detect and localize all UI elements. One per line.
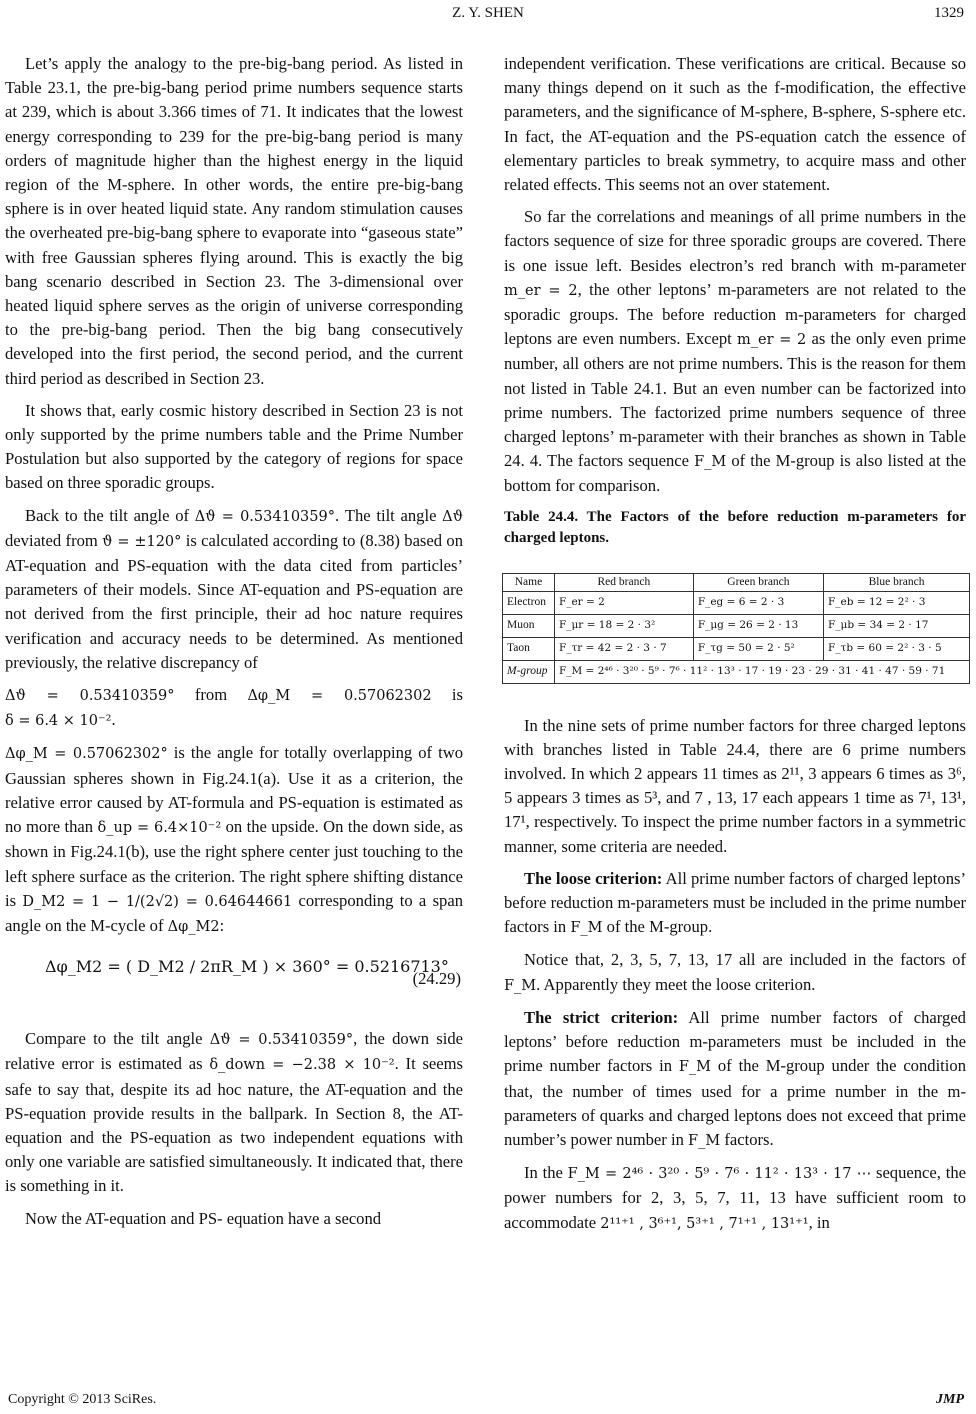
- math-inline: F_M: [678, 1059, 712, 1076]
- criterion-heading: The strict criterion:: [524, 1007, 679, 1027]
- paragraph: independent verification. These verifications are critical. Because so many things depend on it such as the f-modification, the effective parameters, and the significance of M-sphere, B-sphere, S-sphere etc. In fact, the AT-equation and the PS-equation catch the essence of elementary particles to break symmetry, to acquire mass and other related effects. This seems not an over statement.: [504, 54, 966, 195]
- math-inline: ϑ = ±120°: [102, 533, 182, 550]
- paragraph: Let’s apply the analogy to the pre-big-bang period. As listed in Table 23.1, the pre-big-bang period prime numbers sequence starts at 239, which is about 3.366 times of 71. It indicates that the lowest energy corresponding to 239 for the pre-big-bang period is many orders of magnitude higher than the highest energy in the liquid region of the M-sphere. In other words, the entire pre-big-bang sphere is in over heated liquid state. Any random stimulation causes the overheated pre-big-bang sphere to evaporate into “gaseous state” with free Gaussian spheres flying around. This is exactly the big bang scenario described in Section 23. The 3-dimensional over heated liquid sphere serves as the origin of universe corresponding to the pre-big-bang period. Then the big bang consecutively developed into the first period, the second period, and the current third period as described in Section 23.: [5, 54, 463, 388]
- math-inline: D_M2 = 1 − 1/(2√2) = 0.64644661: [22, 893, 293, 910]
- table-cell: F_τb = 60 = 2² · 3 · 5: [824, 637, 970, 660]
- text-run: . It seems safe to say that, despite its ad hoc nature, the AT-equation and the PS-equation provide results in the ballpark. In Section 8, the AT-equation and the PS-equation as two independent equations with only one variable are satisfied simultaneously. It indicated that, there is something in it.: [5, 1054, 463, 1196]
- factors-table: [502, 573, 970, 684]
- table-row: [503, 660, 970, 683]
- text-run: So far the correlations and meanings of all prime numbers in the factors sequence of size for three sporadic groups are covered. There is one issue left. Besides electron’s red branch with m-parameter: [504, 207, 966, 275]
- text-run: Back to the tilt angle of: [25, 505, 195, 525]
- column-header: Red branch: [554, 573, 693, 591]
- left-column: [5, 52, 463, 1239]
- math-inline: F_M: [504, 977, 537, 994]
- column-header: Name: [503, 573, 555, 591]
- math-inline: Δϑ: [442, 508, 463, 525]
- text-run: , the down side relative error is estimated as: [5, 1029, 463, 1074]
- table-caption: Table 24.4. The Factors of the before reduction m-parameters for charged leptons.: [504, 508, 966, 546]
- text-run: Compare to the tilt angle: [25, 1029, 210, 1049]
- running-title: Z. Y. SHEN: [452, 5, 524, 21]
- text-run: deviated from: [5, 530, 103, 550]
- paragraph: [504, 1161, 966, 1236]
- text-run: factors.: [720, 1129, 774, 1149]
- equation-body: Δφ_M2 = ( D_M2 / 2πR_M ) × 360° = 0.5216713°: [45, 957, 449, 977]
- copyright-notice: Copyright © 2013 SciRes.: [8, 1392, 157, 1407]
- math-inline: m_er = 2: [504, 282, 578, 299]
- paragraph: [504, 205, 966, 498]
- text-run: is: [431, 685, 463, 705]
- text-run: of the M-group under the condition that, the number of times used for a prime number in the m-parameters of quarks and charged leptons does not exceed that prime number’s power number in: [504, 1056, 966, 1149]
- math-inline: Δφ_M2: [167, 918, 220, 935]
- paragraph: [5, 683, 463, 733]
- table-cell: F_μr = 18 = 2 · 3²: [554, 614, 693, 637]
- text-run: , in: [808, 1212, 830, 1232]
- math-inline: F_M: [694, 454, 727, 471]
- math-inline: δ_up = 6.4×10⁻²: [97, 820, 222, 837]
- math-inline: 2¹¹⁺¹ , 3⁶⁺¹, 5³⁺¹ , 7¹⁺¹ , 13¹⁺¹: [600, 1215, 809, 1232]
- text-run: of the M-group.: [602, 917, 713, 937]
- row-label: M-group: [503, 660, 555, 683]
- math-inline: Δϑ = 0.53410359°: [194, 508, 335, 525]
- paragraph: [504, 948, 966, 997]
- text-run: on the upside. On the down side, as shown in Fig.24.1(b), use the right sphere center just touching to the left sphere surface as the criterion. The right sphere shifting distance is: [5, 817, 463, 910]
- table-cell: F_M = 2⁴⁶ · 3²⁰ · 5⁹ · 7⁶ · 11² · 13³ · 17 · 19 · 23 · 29 · 31 · 41 · 47 · 59 · 71: [554, 660, 969, 683]
- paragraph: In the nine sets of prime number factors for three charged leptons with branches listed in Table 24.4, there are 6 prime numbers involved. In which 2 appears 11 times as 2¹¹, 3 appears 6 times as 3⁶, 5 appears 3 times as 5³, and 7 , 13, 17 each appears 1 time as 7¹, 13¹, 17¹, respectively. To inspect the prime number factors in a symmetric manner, some criteria are needed.: [504, 715, 966, 856]
- text-run: All prime number factors of charged leptons’ before reduction m-parameters must be included in the prime number factors in: [504, 868, 966, 937]
- text-run: is calculated according to (8.38) based on AT-equation and PS-equation with the data cited from particles’ parameters of their models. Since AT-equation and PS-equation are not derived from the first principle, their ad hoc nature requires verification and accuracy needs to be determined. As mentioned previously, the relative discrepancy of: [5, 530, 463, 672]
- table-row: [503, 591, 970, 614]
- text-run: :: [219, 915, 225, 935]
- table-cell: F_eg = 6 = 2 · 3: [693, 591, 823, 614]
- table-cell: F_τg = 50 = 2 · 5²: [693, 637, 823, 660]
- text-run: All prime number factors of charged leptons’ before reduction m-parameters must be included in the prime number factors in: [504, 1007, 966, 1076]
- text-run: . Apparently they meet the loose criterion.: [536, 974, 816, 994]
- row-label: Muon: [503, 614, 555, 637]
- page-footer: [0, 1386, 976, 1414]
- column-header: Green branch: [693, 573, 823, 591]
- math-inline: m_er = 2: [737, 332, 807, 349]
- paragraph: [504, 867, 966, 941]
- paragraph: It shows that, early cosmic history described in Section 23 is not only supported by the prime numbers table and the Prime Number Postulation but also supported by the category of regions for space based on three sporadic groups.: [5, 400, 463, 493]
- math-inline: Δφ_M = 0.57062302: [247, 688, 432, 705]
- math-inline: F_M: [688, 1132, 721, 1149]
- criterion-heading: The loose criterion:: [524, 868, 663, 888]
- text-run: as the only even prime number, all others are not prime numbers. This is the reason for them not listed in Table 24.1. But an even number can be factorized into prime numbers. The factorized prime numbers sequence of three charged leptons’ m-parameter with their branches as shown in Table 24. 4. The factors sequence: [504, 329, 967, 471]
- math-inline: Δφ_M = 0.57062302°: [5, 746, 168, 763]
- table-row: [503, 637, 970, 660]
- math-inline: δ_down = −2.38 × 10⁻²: [209, 1057, 395, 1074]
- page-number: 1329: [934, 5, 964, 21]
- math-inline: δ = 6.4 × 10⁻²: [5, 713, 112, 730]
- text-run: sequence, the power numbers for 2, 3, 5, 7, 11, 13 have sufficient room to accommodate: [504, 1163, 966, 1232]
- table-row: [503, 614, 970, 637]
- text-run: from: [174, 685, 248, 705]
- paragraph: [504, 1006, 966, 1153]
- right-column: [504, 52, 966, 1244]
- row-label: Taon: [503, 637, 555, 660]
- equation-number: (24.29): [412, 969, 461, 989]
- text-run: In the: [524, 1163, 568, 1183]
- row-label: Electron: [503, 591, 555, 614]
- paragraph: [5, 741, 463, 939]
- paragraph: Now the AT-equation and PS- equation have a second: [25, 1208, 382, 1228]
- math-inline: F_M: [570, 920, 603, 937]
- column-header: Blue branch: [824, 573, 970, 591]
- text-run: of the M-group is also listed at the bottom for comparison.: [504, 451, 966, 496]
- display-equation: [5, 949, 463, 1017]
- page-header: [0, 2, 976, 26]
- text-run: is the angle for totally overlapping of two Gaussian spheres shown in Fig.24.1(a). Use it as a criterion, the relative error caused by AT-formula and PS-equation is estimated as no more than: [5, 743, 463, 837]
- math-inline: Δϑ = 0.53410359°: [209, 1032, 354, 1049]
- table-cell: F_er = 2: [554, 591, 693, 614]
- paragraph: [5, 1027, 463, 1198]
- paragraph: [5, 504, 463, 675]
- math-inline: Δϑ = 0.53410359°: [5, 688, 175, 705]
- table-cell: F_τr = 42 = 2 · 3 · 7: [554, 637, 693, 660]
- text-run: .: [111, 710, 116, 730]
- table-cell: F_μg = 26 = 2 · 13: [693, 614, 823, 637]
- text-run: . The tilt angle: [334, 505, 443, 525]
- journal-abbrev: JMP: [936, 1392, 964, 1407]
- math-inline: F_M = 2⁴⁶ · 3²⁰ · 5⁹ · 7⁶ · 11² · 13³ · 17 ⋯: [567, 1166, 872, 1183]
- table-cell: F_μb = 34 = 2 · 17: [824, 614, 970, 637]
- text-run: corresponding to a span angle on the M-cycle of: [5, 890, 464, 935]
- text-run: , the other leptons’ m-parameters are not related to the sporadic groups. The before reduction m-parameters for charged leptons are even numbers. Except: [504, 279, 967, 349]
- text-run: Notice that, 2, 3, 5, 7, 13, 17 all are included in the factors of: [524, 950, 966, 970]
- table-header-row: [503, 573, 970, 591]
- table-cell: F_eb = 12 = 2² · 3: [824, 591, 970, 614]
